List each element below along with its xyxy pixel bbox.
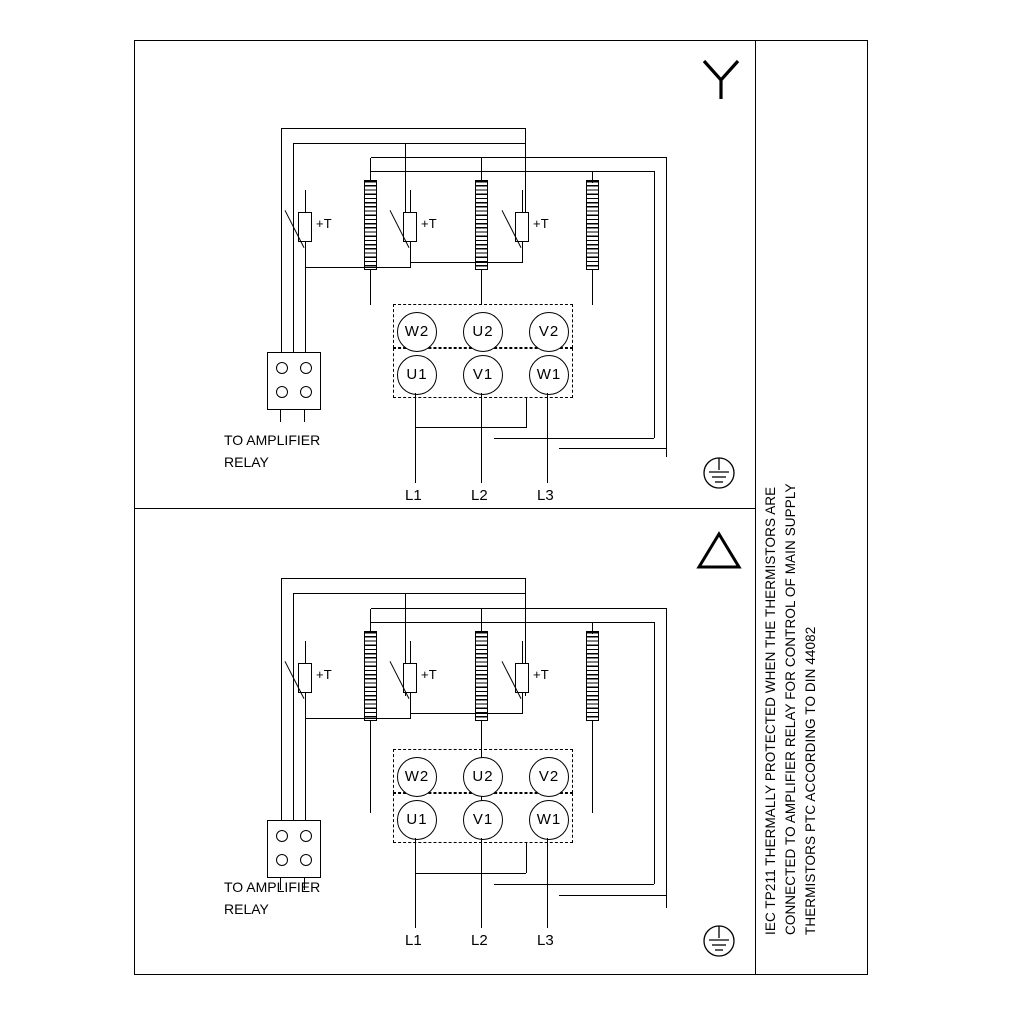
thermistor-1-lead-bottom [305,693,306,823]
thermistor-3-tie [410,262,523,263]
thermistor-1-label: +T [316,216,332,231]
lower-link-1 [415,427,526,428]
wire-top-inner [293,593,526,594]
phase-label-l3: L3 [537,487,554,504]
phase-label-l1: L1 [405,487,422,504]
note-line-2: CONNECTED TO AMPLIFIER RELAY FOR CONTROL OF MAIN SUPPLY [783,483,798,935]
thermistor-1-lead-top [305,641,306,663]
delta-triangle-symbol [696,530,742,570]
thermistor-1-lead-top [305,190,306,212]
coil3-top-lead [592,622,593,634]
thermistor-2-lead-bottom [410,693,411,718]
coil3-bottom-lead [592,270,593,305]
terminal-w1[interactable]: W1 [529,800,569,840]
phase-lead-l1 [415,393,416,483]
connector-caption-line1: TO AMPLIFIER [224,432,321,448]
thermistor-2-lead-top [410,190,411,212]
coil3-bottom-lead [592,721,593,813]
lower-link-2 [494,884,654,885]
thermistor-3-lead-bottom [522,242,523,262]
lower-link-1-up [526,398,527,428]
thermistor-3 [515,212,529,242]
thermistor-2 [403,663,417,693]
terminal-w1[interactable]: W1 [529,355,569,395]
winding-coil-1 [364,180,377,270]
coil3-top-lead [592,171,593,183]
thermistor-2 [403,212,417,242]
wire-top-outer [281,578,526,579]
amplifier-relay-connector [267,820,321,878]
coil1-top-lead [370,158,371,182]
lower-link-1 [415,873,526,874]
earth-ground-symbol [699,455,739,491]
coil1-bottom-lead [370,721,371,813]
winding-coil-2 [475,631,488,721]
phase-lead-l3 [547,838,548,928]
thermistor-3-label: +T [533,667,549,682]
terminal-w2[interactable]: W2 [397,757,437,797]
lower-link-2 [494,438,654,439]
thermistor-2-tie [305,267,411,268]
connector-lead-right [304,410,305,422]
lower-link-3 [559,895,666,896]
wire-right-route-down [666,157,667,457]
thermistor-3 [515,663,529,693]
thermistor-1 [298,663,312,693]
connector-dot-3 [276,854,288,866]
connector-dot-2 [300,362,312,374]
thermistor-3-lead-top [522,190,523,212]
connector-dot-1 [276,830,288,842]
wire-top-coil3-route2 [371,171,654,172]
thermistor-1-lead-bottom [305,242,306,357]
phase-label-l2: L2 [471,487,488,504]
lower-link-1-up [526,843,527,873]
phase-lead-l2 [481,393,482,483]
phase-label-l2: L2 [471,932,488,949]
connector-dot-3 [276,386,288,398]
thermistor-3-tie [410,713,523,714]
wye-star-symbol [700,57,742,101]
note-line-1: IEC TP211 THERMALLY PROTECTED WHEN THE THERMISTORS ARE [763,486,778,935]
note-line-3: THERMISTORS PTC ACCORDING TO DIN 44082 [803,626,818,935]
note-column [756,40,868,975]
wire-top-coil3-route2 [371,622,654,623]
winding-coil-3 [586,180,599,270]
star-connection-panel [134,40,755,508]
winding-coil-2 [475,180,488,270]
phase-label-l1: L1 [405,932,422,949]
wire-top-outer [281,128,526,129]
phase-lead-l1 [415,838,416,928]
wire-top-inner [293,143,526,144]
right-return-wire [654,171,655,438]
wire-top-coil3-route [371,608,666,609]
thermistor-2-lead-bottom [410,242,411,267]
coil1-bottom-lead [370,270,371,305]
connector-caption-line2: RELAY [224,454,269,470]
thermistor-1 [298,212,312,242]
coil1-top-lead [370,609,371,633]
connector-dot-4 [300,854,312,866]
terminal-v2[interactable]: V2 [529,312,569,352]
amplifier-relay-connector [267,352,321,410]
connector-dot-2 [300,830,312,842]
wire-right-route-down [666,608,667,908]
thermistor-2-lead-top [410,641,411,663]
thermistor-3-lead-top [522,641,523,663]
terminal-u1[interactable]: U1 [397,355,437,395]
thermistor-2-tie [305,718,411,719]
connector-caption-line1: TO AMPLIFIER [224,879,321,895]
phase-lead-l2 [481,838,482,928]
thermistor-3-label: +T [533,216,549,231]
thermistor-2-label: +T [421,216,437,231]
lower-link-3 [559,448,666,449]
thermistor-3-lead-bottom [522,693,523,713]
terminal-v2[interactable]: V2 [529,757,569,797]
thermistor-2-label: +T [421,667,437,682]
connector-lead-left [280,410,281,422]
connector-dot-4 [300,386,312,398]
connector-dot-1 [276,362,288,374]
connector-caption-line2: RELAY [224,901,269,917]
terminal-v1[interactable]: V1 [463,355,503,395]
terminal-u2[interactable]: U2 [463,757,503,797]
terminal-w2[interactable]: W2 [397,312,437,352]
right-return-wire [654,622,655,884]
phase-label-l3: L3 [537,932,554,949]
wire-top-coil3-route [371,157,666,158]
coil2-bottom-lead [481,270,482,305]
terminal-u1[interactable]: U1 [397,800,437,840]
terminal-u2[interactable]: U2 [463,312,503,352]
winding-coil-1 [364,631,377,721]
terminal-v1[interactable]: V1 [463,800,503,840]
thermistor-1-label: +T [316,667,332,682]
winding-coil-3 [586,631,599,721]
earth-ground-symbol [699,923,739,959]
delta-connection-panel [134,508,755,976]
